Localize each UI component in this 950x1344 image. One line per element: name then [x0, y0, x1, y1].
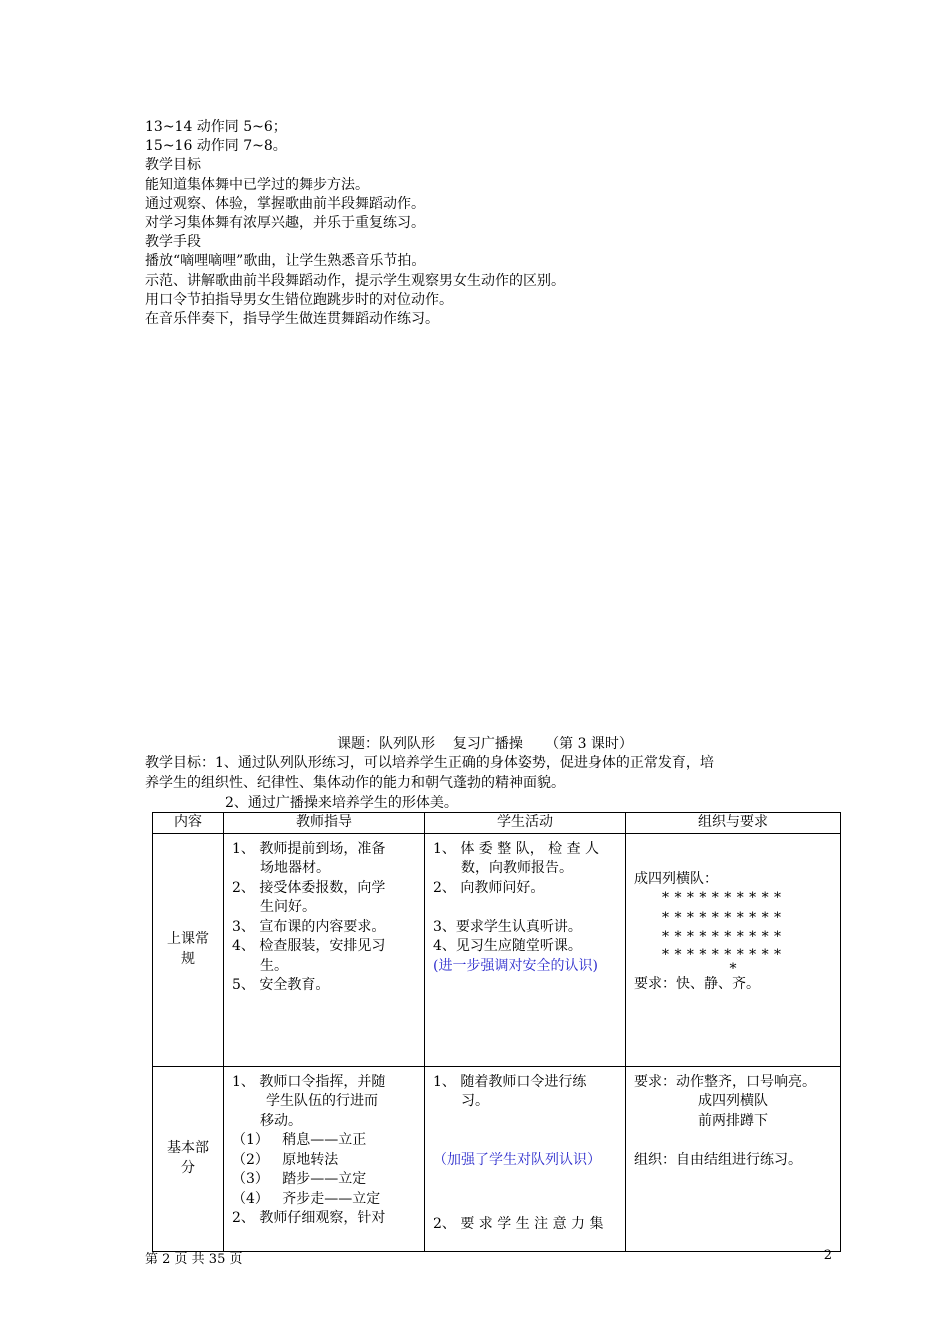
cell-line — [433, 1170, 617, 1190]
organization-cell — [626, 833, 841, 1066]
cell-line: 2、 要 求 学 生 注 意 力 集 — [433, 1216, 604, 1232]
cell-line: （1） 稍息——立正 — [232, 1132, 367, 1148]
cell-line: 3、 宣布课的内容要求。 — [232, 918, 386, 935]
text-line: 13~14 动作同 5~6； — [145, 119, 287, 135]
cell-line — [433, 898, 617, 918]
table-header-row — [153, 813, 841, 834]
formation-requirement: 要求：快、静、齐。 — [634, 975, 760, 992]
cell-line: 习。 — [461, 1093, 489, 1109]
cell-line: 3、要求学生认真听讲。 — [433, 918, 582, 935]
cell-line: 移动。 — [260, 1112, 302, 1129]
student-note: （加强了学生对队列认识） — [433, 1151, 601, 1168]
cell-line: 场地器材。 — [260, 860, 330, 876]
cell-line: 生。 — [260, 957, 288, 974]
top-text-block — [145, 118, 565, 329]
text-line: 播放“嘀哩嘀哩”歌曲，让学生熟悉音乐节拍。 — [145, 253, 426, 270]
formation-line: 成四列横队 — [698, 1093, 768, 1109]
cell-line — [433, 1190, 617, 1210]
cell-line: 1、 随着教师口令进行练 — [433, 1073, 587, 1090]
text-line: 15~16 动作同 7~8。 — [145, 138, 287, 155]
cell-line: 2、 向教师问好。 — [433, 879, 545, 896]
objective-line: 养学生的组织性、纪律性、集体动作的能力和朝气蓬勃的精神面貌。 — [145, 775, 565, 791]
cell-line: （4） 齐步走——立定 — [232, 1190, 381, 1207]
text-line: 通过观察、体验，掌握歌曲前半段舞蹈动作。 — [145, 195, 425, 212]
formation-row: * * * * * * * * * * — [662, 929, 782, 945]
section-label: 上课常规 — [153, 833, 224, 1066]
cell-line: 1、 教师提前到场，准备 — [232, 840, 386, 857]
text-line: 在音乐伴奏下，指导学生做连贯舞蹈动作练习。 — [145, 311, 439, 328]
formation-row: * * * * * * * * * * — [662, 946, 782, 963]
student-cell — [425, 833, 626, 1066]
formation-row: * * * * * * * * * * — [662, 909, 782, 926]
cell-line — [634, 1131, 832, 1151]
cell-line: 1、 教师口令指挥，并随 — [232, 1073, 386, 1090]
section-label: 基本部分 — [153, 1066, 224, 1251]
text-line: 用口令节拍指导男女生错位跑跳步时的对位动作。 — [145, 291, 453, 308]
cell-line: 5、 安全教育。 — [232, 977, 330, 993]
header-student: 学生活动 — [425, 813, 626, 834]
objective-line: 2、通过广播操来培养学生的形体美。 — [225, 795, 458, 811]
organization-requirement: 要求：动作整齐，口号响亮。 — [634, 1073, 816, 1090]
cell-line: 学生队伍的行进而 — [266, 1093, 378, 1109]
cell-line: 数，向教师报告。 — [461, 860, 573, 876]
student-note: (进一步强调对安全的认识) — [433, 957, 598, 974]
teacher-cell — [224, 1066, 425, 1251]
section-heading: 教学手段 — [145, 234, 201, 251]
cell-line: 4、见习生应随堂听课。 — [433, 938, 582, 954]
lesson-title: 课题：队列队形 复习广播操 （第 3 课时） — [337, 736, 633, 752]
table-row — [153, 833, 841, 1066]
student-cell — [425, 1066, 626, 1251]
formation-row: * — [729, 960, 737, 977]
cell-line: 2、 接受体委报数，向学 — [232, 879, 386, 896]
table-row — [153, 1066, 841, 1251]
text-line: 能知道集体舞中已学过的舞步方法。 — [145, 176, 369, 193]
organization-text: 组织：自由结组进行练习。 — [634, 1151, 802, 1168]
section-heading: 教学目标 — [145, 157, 201, 174]
formation-row: * * * * * * * * * * — [662, 890, 782, 906]
organization-cell — [626, 1066, 841, 1251]
page-number: 2 — [823, 1248, 832, 1263]
cell-line: 1、 体 委 整 队， 检 查 人 — [433, 840, 600, 857]
objectives-label: 教学目标： — [145, 755, 215, 771]
teacher-cell — [224, 833, 425, 1066]
objectives — [145, 753, 835, 813]
formation-line: 前两排蹲下 — [698, 1112, 768, 1129]
header-organization: 组织与要求 — [626, 813, 841, 834]
cell-line: 2、 教师仔细观察，针对 — [232, 1210, 386, 1226]
lesson-table — [152, 812, 841, 1252]
cell-line — [433, 1112, 617, 1132]
cell-line: （2） 原地转法 — [232, 1151, 339, 1168]
header-teacher: 教师指导 — [224, 813, 425, 834]
cell-line — [433, 1131, 617, 1151]
cell-line: （3） 踏步——立定 — [232, 1171, 367, 1187]
formation-title: 成四列横队： — [634, 870, 718, 887]
objective-line: 1、通过队列队形练习，可以培养学生正确的身体姿势，促进身体的正常发育，培 — [215, 755, 714, 771]
text-line: 对学习集体舞有浓厚兴趣，并乐于重复练习。 — [145, 215, 425, 232]
cell-line: 4、 检查服装，安排见习 — [232, 938, 386, 954]
header-content: 内容 — [153, 813, 224, 834]
cell-line: 生问好。 — [260, 899, 316, 915]
page-counter: 第 2 页 共 35 页 — [145, 1252, 243, 1267]
text-line: 示范、讲解歌曲前半段舞蹈动作，提示学生观察男女生动作的区别。 — [145, 272, 565, 289]
